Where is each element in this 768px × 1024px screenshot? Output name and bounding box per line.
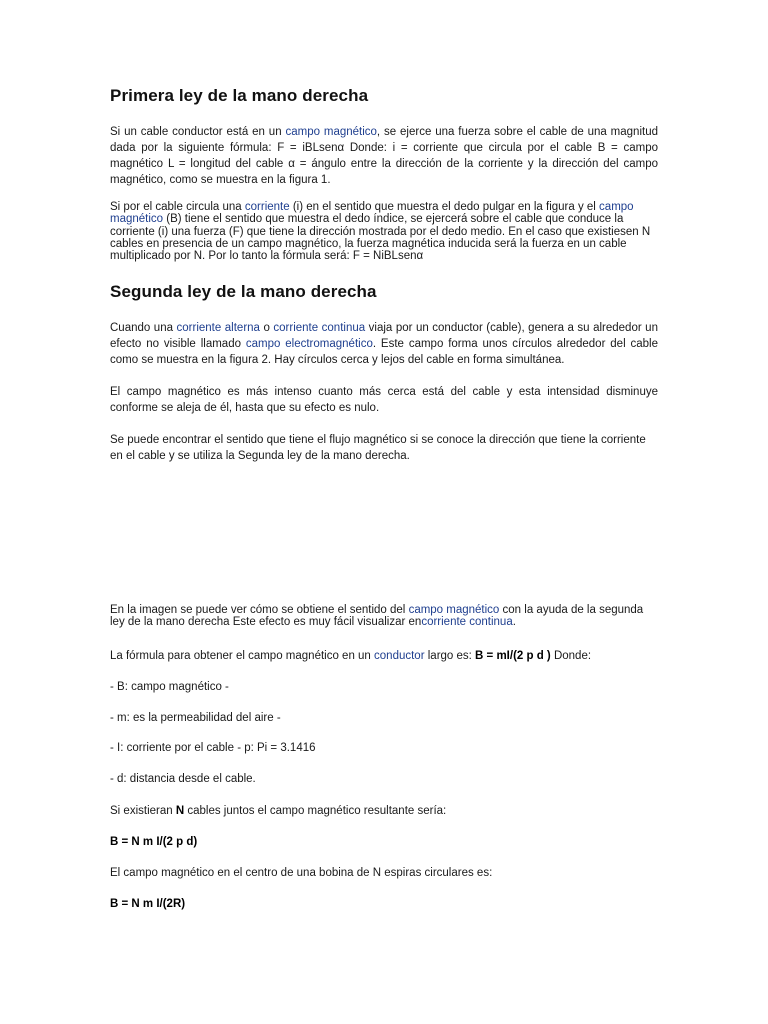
section-2-paragraph-1-wrap [110, 320, 658, 368]
text-run: Si por el cable circula una [110, 201, 245, 213]
section-2-paragraph-3-wrap [110, 432, 658, 464]
section-2-paragraph-6 [110, 803, 658, 819]
section-1-title: Primera ley de la mano derecha [110, 86, 369, 105]
section-2-paragraph-7-wrap [110, 865, 658, 881]
definition-d-wrap [110, 771, 658, 787]
text-run: La fórmula para obtener el campo magnético en un [110, 650, 375, 662]
formula-bobina-wrap [110, 896, 658, 912]
text-run: Si existieran [110, 805, 176, 817]
section-2-paragraph-5-wrap [110, 648, 658, 664]
text-run: . [512, 616, 516, 629]
section-2-title: Segunda ley de la mano derecha [110, 282, 377, 301]
section-2-paragraph-7: El campo magnético en el centro de una bobina de N espiras circulares es: [110, 867, 493, 879]
definition-b: - B: campo magnético - [110, 681, 229, 693]
section-2-paragraph-6-wrap [110, 803, 658, 819]
link-conductor[interactable]: conductor [374, 650, 425, 662]
link-campo-magnetico[interactable]: campo magnético [408, 604, 500, 616]
formula-conductor-largo: B = mI/(2 p d ) [475, 650, 551, 662]
section-2-paragraph-3: Se puede encontrar el sentido que tiene el flujo magnético si se conoce la dirección que tiene la corriente en el cable y se utiliza la Segunda ley de la mano derecha. [110, 434, 646, 462]
section-2-heading-wrap [110, 282, 658, 302]
text-run: viaja por un conductor (cable), genera a su alrededor un efecto no visible llamado [110, 322, 658, 350]
definition-b-wrap [110, 679, 658, 695]
link-corriente[interactable]: corriente [244, 201, 290, 213]
section-1-paragraph-2 [110, 201, 658, 262]
n-variable: N [175, 805, 185, 817]
text-run: (i) en el sentido que muestra el dedo pulgar en la figura y el [289, 201, 600, 213]
section-2-paragraph-1 [110, 320, 658, 368]
section-2-paragraph-5 [110, 648, 658, 664]
text-run: Cuando una [110, 322, 177, 334]
text-run: o [259, 322, 274, 334]
text-run: En la imagen se puede ver cómo se obtiene el sentido del [110, 604, 409, 616]
link-corriente-continua[interactable]: corriente continua [421, 616, 513, 629]
definition-m-wrap [110, 710, 658, 726]
link-campo-magnetico[interactable]: campo magnético [285, 126, 377, 138]
section-2-paragraph-4-wrap [110, 604, 658, 629]
text-run: Donde: [550, 650, 592, 662]
text-run: . Este campo forma unos círculos alrededor del cable como se muestra en la figura 2. Hay círculos cerca y lejos del cable en forma simultánea. [110, 338, 658, 366]
section-1-paragraph-1-wrap [110, 124, 658, 188]
section-1-heading-wrap [110, 86, 658, 106]
link-corriente-alterna[interactable]: corriente alterna [176, 322, 260, 334]
text-run: , se ejerce una fuerza sobre el cable de una magnitud dada por la siguiente fórmula: F = iBLsenα Donde: i = corriente que circula por el cable B = campo magnético L = longitud del cable α = ángulo entre la dirección de la corriente y la dirección del campo magnético, como se muestra en la figura 1. [110, 126, 658, 186]
text-run: Si un cable conductor está en un [110, 126, 286, 138]
definition-i: - I: corriente por el cable - p: Pi = 3.1416 [110, 742, 316, 754]
section-2-paragraph-2-wrap [110, 384, 658, 416]
link-campo-electromagnetico[interactable]: campo electromagnético [245, 338, 373, 350]
definition-m: - m: es la permeabilidad del aire - [110, 712, 281, 724]
section-1-paragraph-2-wrap [110, 201, 658, 262]
definition-i-wrap [110, 740, 658, 756]
link-campo-magnetico[interactable]: campo magnético [110, 201, 634, 226]
formula-n-cables-wrap [110, 834, 658, 850]
text-run: cables juntos el campo magnético resultante sería: [184, 805, 447, 817]
section-2-paragraph-2: El campo magnético es más intenso cuanto más cerca está del cable y esta intensidad disminuye conforme se aleja de él, hasta que su efecto es nulo. [110, 386, 658, 414]
formula-n-cables: B = N m I/(2 p d) [110, 836, 198, 848]
section-2-paragraph-4 [110, 604, 658, 629]
text-run: con la ayuda de la segunda ley de la mano derecha Este efecto es muy fácil visualizar en [110, 604, 644, 629]
text-run: largo es: [424, 650, 476, 662]
definition-d: - d: distancia desde el cable. [110, 773, 256, 785]
link-corriente-continua[interactable]: corriente continua [273, 322, 366, 334]
formula-bobina: B = N m I/(2R) [110, 898, 186, 910]
section-1-paragraph-1 [110, 124, 658, 188]
text-run: (B) tiene el sentido que muestra el dedo índice, se ejercerá sobre el cable que conduce la corriente (i) una fuerza (F) que tiene la dirección mostrada por el dedo medio. En el caso que existiesen N cables en presencia de un campo magnético, la fuerza magnética inducida será la fuerza en un cable multiplicado por N. Por lo tanto la fórmula será: F = NiBLsenα [110, 213, 651, 263]
